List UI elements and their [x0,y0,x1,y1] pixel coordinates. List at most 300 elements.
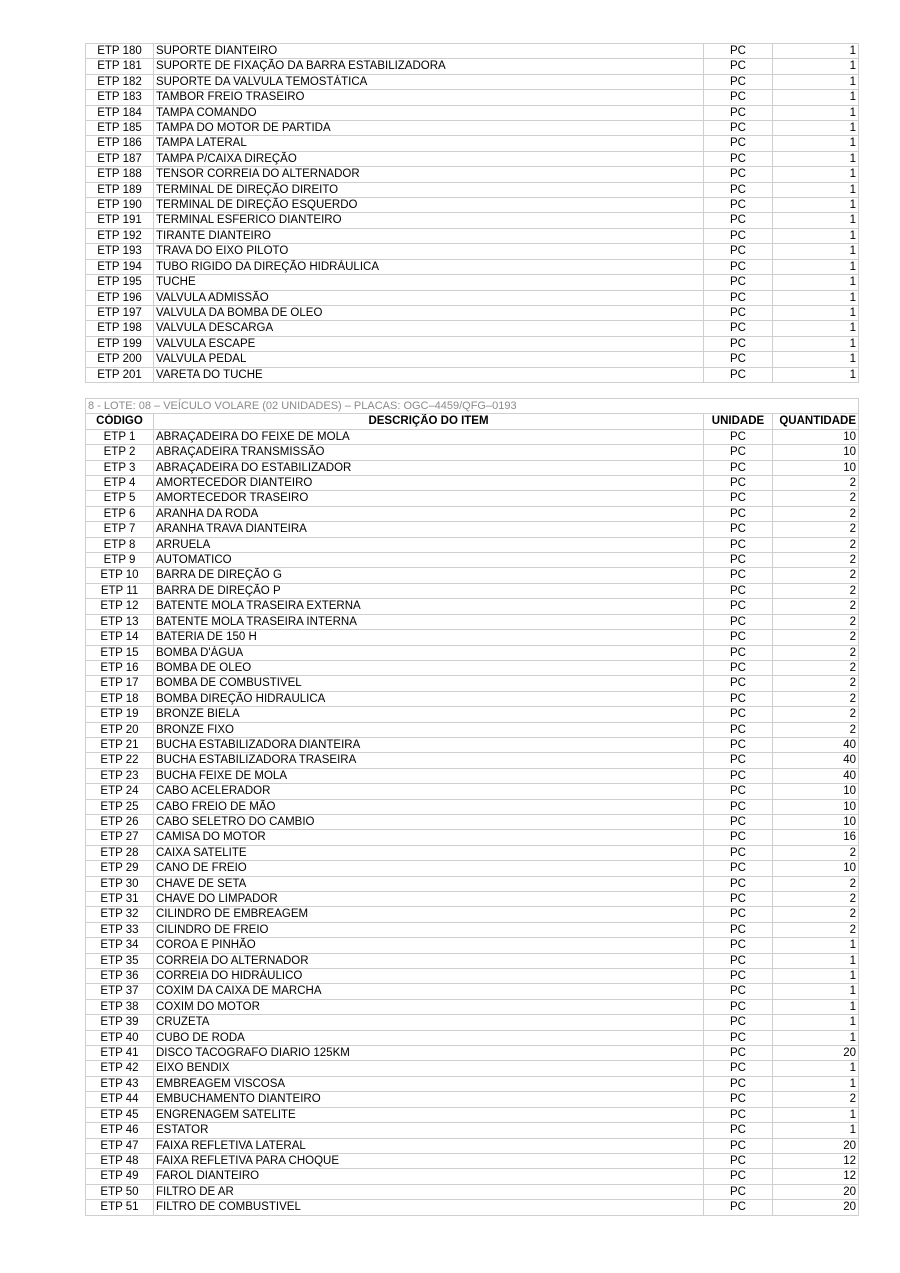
item-quantity: 1 [773,305,859,320]
item-description: FAROL DIANTEIRO [154,1169,704,1184]
item-quantity: 10 [773,460,859,475]
item-description: CABO ACELERADOR [154,784,704,799]
item-quantity: 1 [773,290,859,305]
item-code: ETP 11 [86,583,154,598]
table-row [86,707,859,722]
item-quantity: 2 [773,876,859,891]
item-quantity: 2 [773,630,859,645]
item-quantity: 1 [773,121,859,136]
table-row [86,645,859,660]
table-row [86,491,859,506]
item-quantity: 40 [773,737,859,752]
item-quantity: 20 [773,1138,859,1153]
item-unit: PC [704,691,773,706]
item-unit: PC [704,167,773,182]
item-description: VALVULA DESCARGA [154,321,704,336]
item-quantity: 2 [773,476,859,491]
table-row [86,1138,859,1153]
table-row [86,799,859,814]
item-quantity: 1 [773,953,859,968]
table-row [86,506,859,521]
table-row [86,228,859,243]
item-code: ETP 43 [86,1076,154,1091]
item-unit: PC [704,336,773,351]
item-description: TUCHE [154,275,704,290]
item-code: ETP 38 [86,999,154,1014]
table-row [86,845,859,860]
item-quantity: 1 [773,105,859,120]
item-description: AUTOMATICO [154,553,704,568]
item-quantity: 10 [773,429,859,444]
item-unit: PC [704,90,773,105]
table-row [86,429,859,444]
item-description: CABO SELETRO DO CAMBIO [154,814,704,829]
item-quantity: 1 [773,228,859,243]
item-code: ETP 195 [86,275,154,290]
item-unit: PC [704,522,773,537]
item-unit: PC [704,506,773,521]
item-code: ETP 187 [86,151,154,166]
item-quantity: 10 [773,445,859,460]
item-code: ETP 36 [86,969,154,984]
item-unit: PC [704,676,773,691]
item-code: ETP 181 [86,59,154,74]
item-quantity: 2 [773,568,859,583]
item-description: AMORTECEDOR TRASEIRO [154,491,704,506]
item-quantity: 2 [773,522,859,537]
item-quantity: 2 [773,922,859,937]
item-unit: PC [704,460,773,475]
table-row [86,1169,859,1184]
table-row [86,553,859,568]
item-description: VARETA DO TUCHE [154,367,704,382]
item-description: ESTATOR [154,1123,704,1138]
item-quantity: 1 [773,167,859,182]
lot-title: 8 - LOTE: 08 – VEÍCULO VOLARE (02 UNIDADES) – PLACAS: OGC–4459/QFG–0193 [86,399,859,414]
item-quantity: 1 [773,1030,859,1045]
table-row [86,814,859,829]
item-description: BOMBA DE OLEO [154,660,704,675]
item-quantity: 2 [773,907,859,922]
item-code: ETP 46 [86,1123,154,1138]
table-row [86,676,859,691]
table-row [86,753,859,768]
item-unit: PC [704,44,773,59]
item-unit: PC [704,1107,773,1122]
table-row [86,892,859,907]
item-code: ETP 199 [86,336,154,351]
table-row [86,768,859,783]
item-unit: PC [704,429,773,444]
item-quantity: 1 [773,90,859,105]
item-unit: PC [704,922,773,937]
table-row [86,1092,859,1107]
item-quantity: 2 [773,676,859,691]
table-row [86,259,859,274]
item-quantity: 1 [773,1015,859,1030]
item-description: FILTRO DE COMBUSTIVEL [154,1200,704,1215]
table-row [86,722,859,737]
item-quantity: 1 [773,44,859,59]
item-description: TAMPA LATERAL [154,136,704,151]
item-code: ETP 13 [86,614,154,629]
table-row [86,999,859,1014]
table-row [86,1030,859,1045]
table-row [86,568,859,583]
table-row [86,445,859,460]
item-quantity: 2 [773,506,859,521]
item-code: ETP 190 [86,198,154,213]
item-unit: PC [704,645,773,660]
item-unit: PC [704,259,773,274]
item-code: ETP 10 [86,568,154,583]
table-row [86,476,859,491]
item-unit: PC [704,784,773,799]
item-description: TRAVA DO EIXO PILOTO [154,244,704,259]
item-description: VALVULA ESCAPE [154,336,704,351]
item-unit: PC [704,1092,773,1107]
item-description: EIXO BENDIX [154,1061,704,1076]
table-row [86,660,859,675]
item-unit: PC [704,583,773,598]
item-description: VALVULA ADMISSÃO [154,290,704,305]
item-unit: PC [704,367,773,382]
table-row [86,1153,859,1168]
item-code: ETP 12 [86,599,154,614]
table-row [86,321,859,336]
item-unit: PC [704,1076,773,1091]
item-description: BUCHA FEIXE DE MOLA [154,768,704,783]
item-code: ETP 42 [86,1061,154,1076]
item-unit: PC [704,74,773,89]
item-unit: PC [704,59,773,74]
item-code: ETP 30 [86,876,154,891]
table-row [86,907,859,922]
table-row [86,244,859,259]
item-quantity: 1 [773,275,859,290]
item-code: ETP 189 [86,182,154,197]
table-row [86,599,859,614]
table-row [86,784,859,799]
item-description: COXIM DA CAIXA DE MARCHA [154,984,704,999]
item-code: ETP 51 [86,1200,154,1215]
item-quantity: 2 [773,845,859,860]
table-row [86,1046,859,1061]
item-code: ETP 200 [86,352,154,367]
item-code: ETP 45 [86,1107,154,1122]
items-table-continued [85,43,859,383]
item-quantity: 2 [773,614,859,629]
item-description: BUCHA ESTABILIZADORA DIANTEIRA [154,737,704,752]
item-unit: PC [704,244,773,259]
table-row [86,1200,859,1215]
item-description: COXIM DO MOTOR [154,999,704,1014]
item-unit: PC [704,722,773,737]
item-unit: PC [704,198,773,213]
item-description: TAMPA COMANDO [154,105,704,120]
table-row [86,90,859,105]
item-code: ETP 39 [86,1015,154,1030]
item-description: TIRANTE DIANTEIRO [154,228,704,243]
item-code: ETP 24 [86,784,154,799]
item-code: ETP 34 [86,938,154,953]
item-description: EMBREAGEM VISCOSA [154,1076,704,1091]
item-description: BOMBA DIREÇÃO HIDRAULICA [154,691,704,706]
table-row [86,583,859,598]
table-row [86,336,859,351]
item-code: ETP 7 [86,522,154,537]
table-row [86,984,859,999]
item-code: ETP 188 [86,167,154,182]
table-row [86,105,859,120]
item-description: AMORTECEDOR DIANTEIRO [154,476,704,491]
item-unit: PC [704,290,773,305]
item-description: CHAVE DO LIMPADOR [154,892,704,907]
item-description: BRONZE BIELA [154,707,704,722]
item-code: ETP 21 [86,737,154,752]
item-code: ETP 16 [86,660,154,675]
item-code: ETP 44 [86,1092,154,1107]
item-description: ARANHA TRAVA DIANTEIRA [154,522,704,537]
item-unit: PC [704,491,773,506]
item-unit: PC [704,630,773,645]
table-row [86,1184,859,1199]
item-unit: PC [704,228,773,243]
item-code: ETP 29 [86,861,154,876]
item-quantity: 2 [773,599,859,614]
item-description: TAMBOR FREIO TRASEIRO [154,90,704,105]
item-description: CHAVE DE SETA [154,876,704,891]
item-description: DISCO TACOGRAFO DIARIO 125KM [154,1046,704,1061]
item-description: EMBUCHAMENTO DIANTEIRO [154,1092,704,1107]
item-unit: PC [704,861,773,876]
table-row [86,537,859,552]
item-quantity: 10 [773,861,859,876]
table-row [86,922,859,937]
item-description: ABRAÇADEIRA DO ESTABILIZADOR [154,460,704,475]
item-quantity: 1 [773,321,859,336]
item-unit: PC [704,1153,773,1168]
item-unit: PC [704,305,773,320]
item-quantity: 2 [773,1092,859,1107]
item-description: BUCHA ESTABILIZADORA TRASEIRA [154,753,704,768]
item-description: FAIXA REFLETIVA LATERAL [154,1138,704,1153]
item-code: ETP 198 [86,321,154,336]
item-unit: PC [704,1200,773,1215]
item-unit: PC [704,352,773,367]
item-code: ETP 28 [86,845,154,860]
header-code: CÓDIGO [86,414,154,429]
item-description: TERMINAL DE DIREÇÃO ESQUERDO [154,198,704,213]
item-unit: PC [704,984,773,999]
item-unit: PC [704,907,773,922]
item-unit: PC [704,753,773,768]
item-unit: PC [704,1061,773,1076]
item-quantity: 1 [773,213,859,228]
item-unit: PC [704,1123,773,1138]
table-row [86,213,859,228]
item-unit: PC [704,553,773,568]
table-row [86,1107,859,1122]
item-code: ETP 22 [86,753,154,768]
item-description: ABRAÇADEIRA TRANSMISSÃO [154,445,704,460]
item-code: ETP 5 [86,491,154,506]
item-description: BRONZE FIXO [154,722,704,737]
table-row [86,460,859,475]
item-code: ETP 31 [86,892,154,907]
item-description: BATENTE MOLA TRASEIRA EXTERNA [154,599,704,614]
item-code: ETP 192 [86,228,154,243]
table-row [86,1015,859,1030]
item-description: BOMBA DE COMBUSTIVEL [154,676,704,691]
table-row [86,182,859,197]
item-unit: PC [704,1169,773,1184]
item-code: ETP 18 [86,691,154,706]
item-code: ETP 27 [86,830,154,845]
table-row [86,305,859,320]
item-description: FAIXA REFLETIVA PARA CHOQUE [154,1153,704,1168]
table-row [86,1061,859,1076]
item-description: TERMINAL ESFERICO DIANTEIRO [154,213,704,228]
item-quantity: 2 [773,707,859,722]
item-code: ETP 25 [86,799,154,814]
item-unit: PC [704,321,773,336]
item-quantity: 2 [773,722,859,737]
item-code: ETP 8 [86,537,154,552]
item-unit: PC [704,876,773,891]
item-quantity: 1 [773,259,859,274]
item-quantity: 1 [773,938,859,953]
item-code: ETP 4 [86,476,154,491]
item-description: VALVULA PEDAL [154,352,704,367]
table-row [86,830,859,845]
item-unit: PC [704,275,773,290]
item-quantity: 1 [773,59,859,74]
item-quantity: 1 [773,198,859,213]
item-description: CUBO DE RODA [154,1030,704,1045]
table-row [86,938,859,953]
table-row [86,737,859,752]
item-unit: PC [704,938,773,953]
item-quantity: 1 [773,136,859,151]
item-code: ETP 17 [86,676,154,691]
item-description: CAIXA SATELITE [154,845,704,860]
item-code: ETP 23 [86,768,154,783]
item-quantity: 2 [773,553,859,568]
item-unit: PC [704,1015,773,1030]
item-unit: PC [704,969,773,984]
table-row [86,367,859,382]
item-code: ETP 184 [86,105,154,120]
table-row [86,74,859,89]
item-code: ETP 49 [86,1169,154,1184]
item-quantity: 12 [773,1153,859,1168]
item-description: TERMINAL DE DIREÇÃO DIREITO [154,182,704,197]
item-code: ETP 15 [86,645,154,660]
item-quantity: 2 [773,491,859,506]
item-quantity: 2 [773,691,859,706]
item-quantity: 1 [773,1107,859,1122]
item-unit: PC [704,799,773,814]
item-unit: PC [704,182,773,197]
item-description: ARANHA DA RODA [154,506,704,521]
item-unit: PC [704,136,773,151]
item-description: TENSOR CORREIA DO ALTERNADOR [154,167,704,182]
item-quantity: 40 [773,768,859,783]
table-row [86,1123,859,1138]
item-description: BOMBA D'ÁGUA [154,645,704,660]
item-quantity: 2 [773,583,859,598]
item-quantity: 2 [773,892,859,907]
item-unit: PC [704,105,773,120]
item-description: ENGRENAGEM SATELITE [154,1107,704,1122]
item-quantity: 1 [773,1061,859,1076]
item-quantity: 20 [773,1200,859,1215]
table-row [86,969,859,984]
item-description: BARRA DE DIREÇÃO G [154,568,704,583]
item-description: SUPORTE DIANTEIRO [154,44,704,59]
item-unit: PC [704,151,773,166]
item-code: ETP 9 [86,553,154,568]
item-description: CRUZETA [154,1015,704,1030]
item-description: CILINDRO DE EMBREAGEM [154,907,704,922]
table-row [86,876,859,891]
item-unit: PC [704,999,773,1014]
header-unit: UNIDADE [704,414,773,429]
item-description: COROA E PINHÃO [154,938,704,953]
items-table-continued-body [86,44,859,383]
item-code: ETP 1 [86,429,154,444]
item-description: BATENTE MOLA TRASEIRA INTERNA [154,614,704,629]
item-quantity: 1 [773,1076,859,1091]
item-description: ARRUELA [154,537,704,552]
item-quantity: 1 [773,999,859,1014]
item-unit: PC [704,537,773,552]
header-description: DESCRIÇÃO DO ITEM [154,414,704,429]
item-code: ETP 3 [86,460,154,475]
item-unit: PC [704,768,773,783]
item-description: CORREIA DO ALTERNADOR [154,953,704,968]
item-code: ETP 41 [86,1046,154,1061]
item-unit: PC [704,814,773,829]
table-row [86,136,859,151]
item-quantity: 2 [773,660,859,675]
table-row [86,44,859,59]
item-code: ETP 186 [86,136,154,151]
item-quantity: 2 [773,645,859,660]
table-row [86,352,859,367]
item-unit: PC [704,953,773,968]
item-unit: PC [704,845,773,860]
item-unit: PC [704,445,773,460]
table-row [86,1076,859,1091]
item-code: ETP 194 [86,259,154,274]
item-quantity: 1 [773,969,859,984]
table-row [86,198,859,213]
item-quantity: 1 [773,151,859,166]
item-description: CABO FREIO DE MÃO [154,799,704,814]
item-code: ETP 40 [86,1030,154,1045]
item-description: SUPORTE DA VALVULA TEMOSTÁTICA [154,74,704,89]
item-quantity: 1 [773,984,859,999]
item-description: TUBO RIGIDO DA DIREÇÃO HIDRÁULICA [154,259,704,274]
item-code: ETP 20 [86,722,154,737]
item-description: VALVULA DA BOMBA DE OLEO [154,305,704,320]
lot-08-items-table-body [86,429,859,1215]
item-unit: PC [704,476,773,491]
item-code: ETP 37 [86,984,154,999]
item-code: ETP 185 [86,121,154,136]
